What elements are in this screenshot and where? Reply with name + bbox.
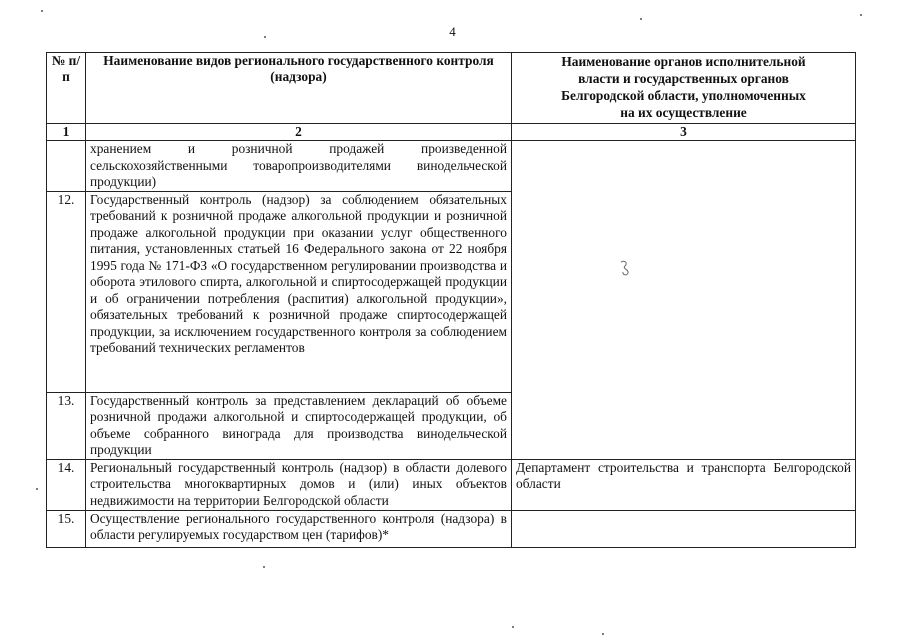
row-control-text: Региональный государственный контроль (надзор) в области долевого строительства многоквартирных домов и (или) иных объектов недвижимости на территории Белгородской области [86, 459, 512, 510]
scan-speck [41, 10, 43, 12]
scan-speck [263, 566, 265, 568]
scan-speck [640, 18, 642, 20]
row-authority: Департамент строительства и транспорта Белгородской области [512, 459, 856, 510]
header-control-type: Наименование видов регионального государственного контроля (надзора) [86, 53, 512, 124]
handwritten-mark [617, 258, 633, 278]
table-header-row [47, 53, 856, 124]
row-number [47, 141, 86, 192]
scan-speck [36, 488, 38, 490]
control-types-table [46, 52, 856, 548]
column-number: 2 [86, 124, 512, 141]
page-number: 4 [449, 24, 456, 39]
header-authority-line: Наименование органов исполнительной [561, 54, 806, 69]
row-number: 12. [47, 191, 86, 392]
row-authority-merged [512, 141, 856, 460]
scan-speck [512, 626, 514, 628]
row-number: 13. [47, 392, 86, 459]
column-number-row [47, 124, 856, 141]
scan-speck [602, 633, 604, 635]
header-authority-line: на их осуществление [620, 105, 747, 120]
scan-speck [264, 36, 266, 38]
row-control-text: Государственный контроль (надзор) за соблюдением обязательных требований к розничной продаже алкогольной продукции и розничной продаже алкогольной продукции при оказании услуг общественного питания, установленных статьей 16 Федерального закона от 22 ноября 1995 года № 171-ФЗ «О государственном регулировании производства и оборота этилового спирта, алкогольной и спиртосодержащей продукции и об ограничении потребления (распития) алкогольной продукции», обязательных требований к розничной продаже спиртосодержащей продукции, за исключением государственного контроля за соблюдением требований технических регламентов [86, 191, 512, 392]
header-number: № п/п [47, 53, 86, 124]
table-row [47, 510, 856, 547]
row-authority [512, 510, 856, 547]
row-control-text: Осуществление регионального государственного контроля (надзора) в области регулируемых государством цен (тарифов)* [86, 510, 512, 547]
column-number: 1 [47, 124, 86, 141]
table-row [47, 141, 856, 192]
column-number: 3 [512, 124, 856, 141]
row-number: 15. [47, 510, 86, 547]
header-authority [512, 53, 856, 124]
header-authority-line: Белгородской области, уполномоченных [561, 88, 806, 103]
row-control-text: хранением и розничной продажей произведенной сельскохозяйственными товаропроизводителями винодельческой продукции) [86, 141, 512, 192]
row-number: 14. [47, 459, 86, 510]
table-row [47, 459, 856, 510]
row-control-text: Государственный контроль за представлением деклараций об объеме розничной продажи алкогольной и спиртосодержащей продукции, об объеме собранного винограда для производства винодельческой продукции [86, 392, 512, 459]
header-authority-line: власти и государственных органов [578, 71, 789, 86]
scan-speck [860, 14, 862, 16]
